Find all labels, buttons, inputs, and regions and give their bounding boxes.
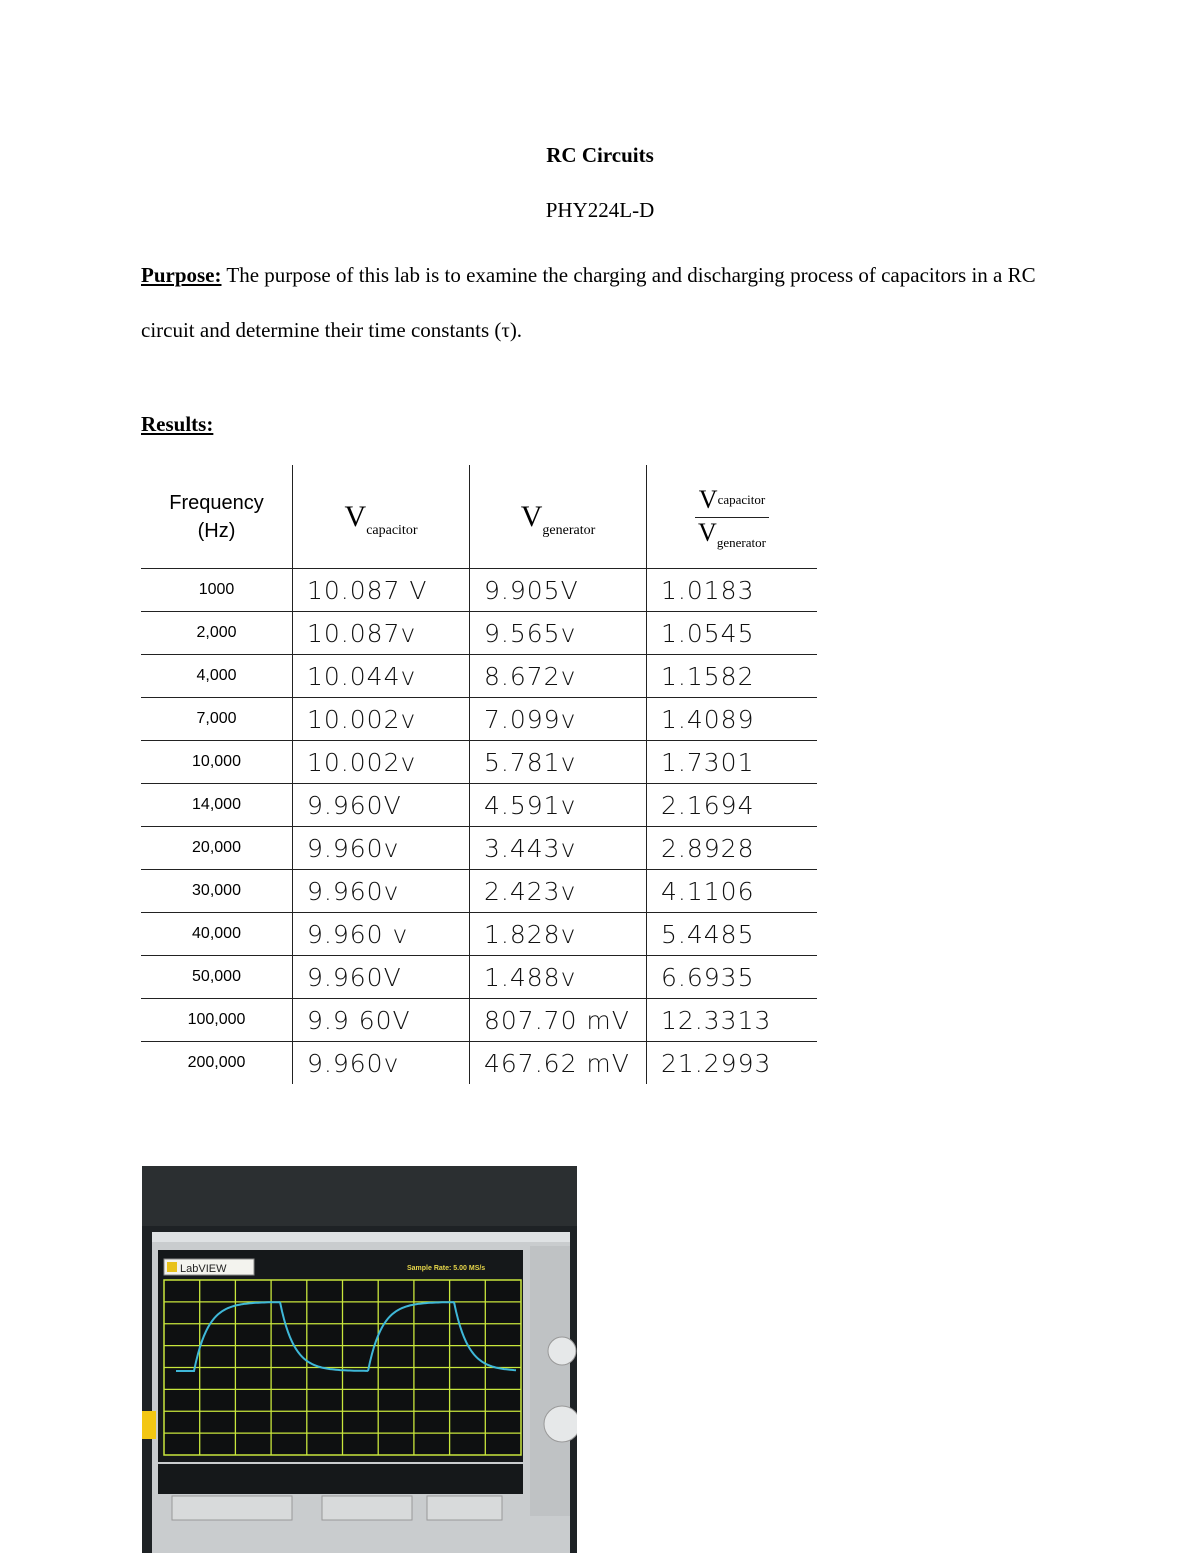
header-vcapacitor <box>293 465 470 569</box>
vcapacitor-cell: 10.002v <box>293 741 470 784</box>
vcapacitor-cell: 10.087 V <box>293 569 470 612</box>
ratio-cell: 21.2993 <box>647 1042 818 1085</box>
ratio-sub-generator: generator <box>716 535 766 550</box>
frequency-cell: 14,000 <box>141 784 293 827</box>
table-header-row <box>141 465 817 569</box>
vgenerator-cell: 3.443v <box>470 827 647 870</box>
table-row <box>141 698 817 741</box>
vgenerator-cell: 5.781v <box>470 741 647 784</box>
vcapacitor-cell: 9.960v <box>293 827 470 870</box>
vcapacitor-cell: 9.960v <box>293 870 470 913</box>
header-frequency-unit: (Hz) <box>197 519 236 542</box>
ratio-cell: 1.4089 <box>647 698 818 741</box>
purpose-text: The purpose of this lab is to examine the charging and discharging process of capacitors in a RC circuit and determine their time constants (τ). <box>141 263 1036 342</box>
table-row <box>141 569 817 612</box>
ratio-cell: 2.8928 <box>647 827 818 870</box>
table-row <box>141 1042 817 1085</box>
table-row <box>141 870 817 913</box>
table-row <box>141 913 817 956</box>
results-heading <box>141 412 213 437</box>
vcapacitor-cell: 10.087v <box>293 612 470 655</box>
table-row <box>141 741 817 784</box>
ratio-cell: 1.7301 <box>647 741 818 784</box>
oscilloscope-photo <box>142 1166 577 1553</box>
ratio-numerator <box>695 485 769 518</box>
header-ratio <box>647 465 818 569</box>
frequency-cell: 30,000 <box>141 870 293 913</box>
results-label: Results: <box>141 412 214 436</box>
vcapacitor-cell: 9.9 60V <box>293 999 470 1042</box>
table-row <box>141 784 817 827</box>
page-title: RC Circuits <box>546 143 654 167</box>
frequency-cell: 10,000 <box>141 741 293 784</box>
labview-logo-text: LabVIEW <box>180 1263 227 1275</box>
purpose-label: Purpose: <box>141 263 222 287</box>
vcapacitor-cell: 9.960V <box>293 956 470 999</box>
vgenerator-cell: 4.591v <box>470 784 647 827</box>
frequency-cell: 100,000 <box>141 999 293 1042</box>
vgenerator-cell: 2.423v <box>470 870 647 913</box>
table-row <box>141 827 817 870</box>
frequency-cell: 2,000 <box>141 612 293 655</box>
table-row <box>141 956 817 999</box>
vcapacitor-cell: 10.044v <box>293 655 470 698</box>
results-table <box>141 465 817 1084</box>
vgenerator-cell: 9.905V <box>470 569 647 612</box>
course-code: PHY224L-D <box>545 198 655 222</box>
ratio-cell: 4.1106 <box>647 870 818 913</box>
vgenerator-cell: 1.828v <box>470 913 647 956</box>
ratio-v-symbol: V <box>698 518 717 547</box>
vcapacitor-cell: 9.960V <box>293 784 470 827</box>
frequency-cell: 1000 <box>141 569 293 612</box>
frequency-cell: 4,000 <box>141 655 293 698</box>
header-v-symbol: V <box>520 499 543 533</box>
frequency-cell: 50,000 <box>141 956 293 999</box>
vgenerator-cell: 8.672v <box>470 655 647 698</box>
vgenerator-cell: 1.488v <box>470 956 647 999</box>
frequency-cell: 200,000 <box>187 1054 246 1071</box>
table-row <box>141 999 817 1042</box>
vcapacitor-cell: 9.960 v <box>293 913 470 956</box>
ratio-sub-capacitor: capacitor <box>717 492 766 507</box>
sample-rate-text: Sample Rate: 5.00 MS/s <box>407 1265 486 1272</box>
header-sub-capacitor: capacitor <box>366 522 418 538</box>
ratio-cell: 5.4485 <box>647 913 818 956</box>
header-v-symbol: V <box>344 499 367 533</box>
frequency-cell: 7,000 <box>141 698 293 741</box>
ratio-v-symbol: V <box>698 485 718 514</box>
table-row <box>141 655 817 698</box>
header-sub-generator: generator <box>542 522 596 538</box>
purpose-paragraph <box>141 248 1041 358</box>
header-frequency-label: Frequency <box>169 491 264 514</box>
vgenerator-cell: 9.565v <box>470 612 647 655</box>
ratio-cell: 1.1582 <box>647 655 818 698</box>
ratio-cell: 1.0183 <box>647 569 818 612</box>
ratio-cell: 6.6935 <box>647 956 818 999</box>
vgenerator-cell: 7.099v <box>470 698 647 741</box>
header-vgenerator <box>470 465 647 569</box>
oscilloscope-screen-image <box>142 1166 577 1553</box>
frequency-cell: 40,000 <box>141 913 293 956</box>
vcapacitor-cell: 10.002v <box>293 698 470 741</box>
vcapacitor-cell: 9.960v <box>293 1042 470 1085</box>
ratio-denominator <box>695 518 769 548</box>
vgenerator-cell: 467.62 mV <box>470 1042 647 1085</box>
header-frequency <box>141 465 293 569</box>
ratio-fraction <box>695 485 769 548</box>
ratio-cell: 2.1694 <box>647 784 818 827</box>
vgenerator-cell: 807.70 mV <box>470 999 647 1042</box>
frequency-cell: 20,000 <box>141 827 293 870</box>
ratio-cell: 1.0545 <box>647 612 818 655</box>
table-row <box>141 612 817 655</box>
ratio-cell: 12.3313 <box>647 999 818 1042</box>
